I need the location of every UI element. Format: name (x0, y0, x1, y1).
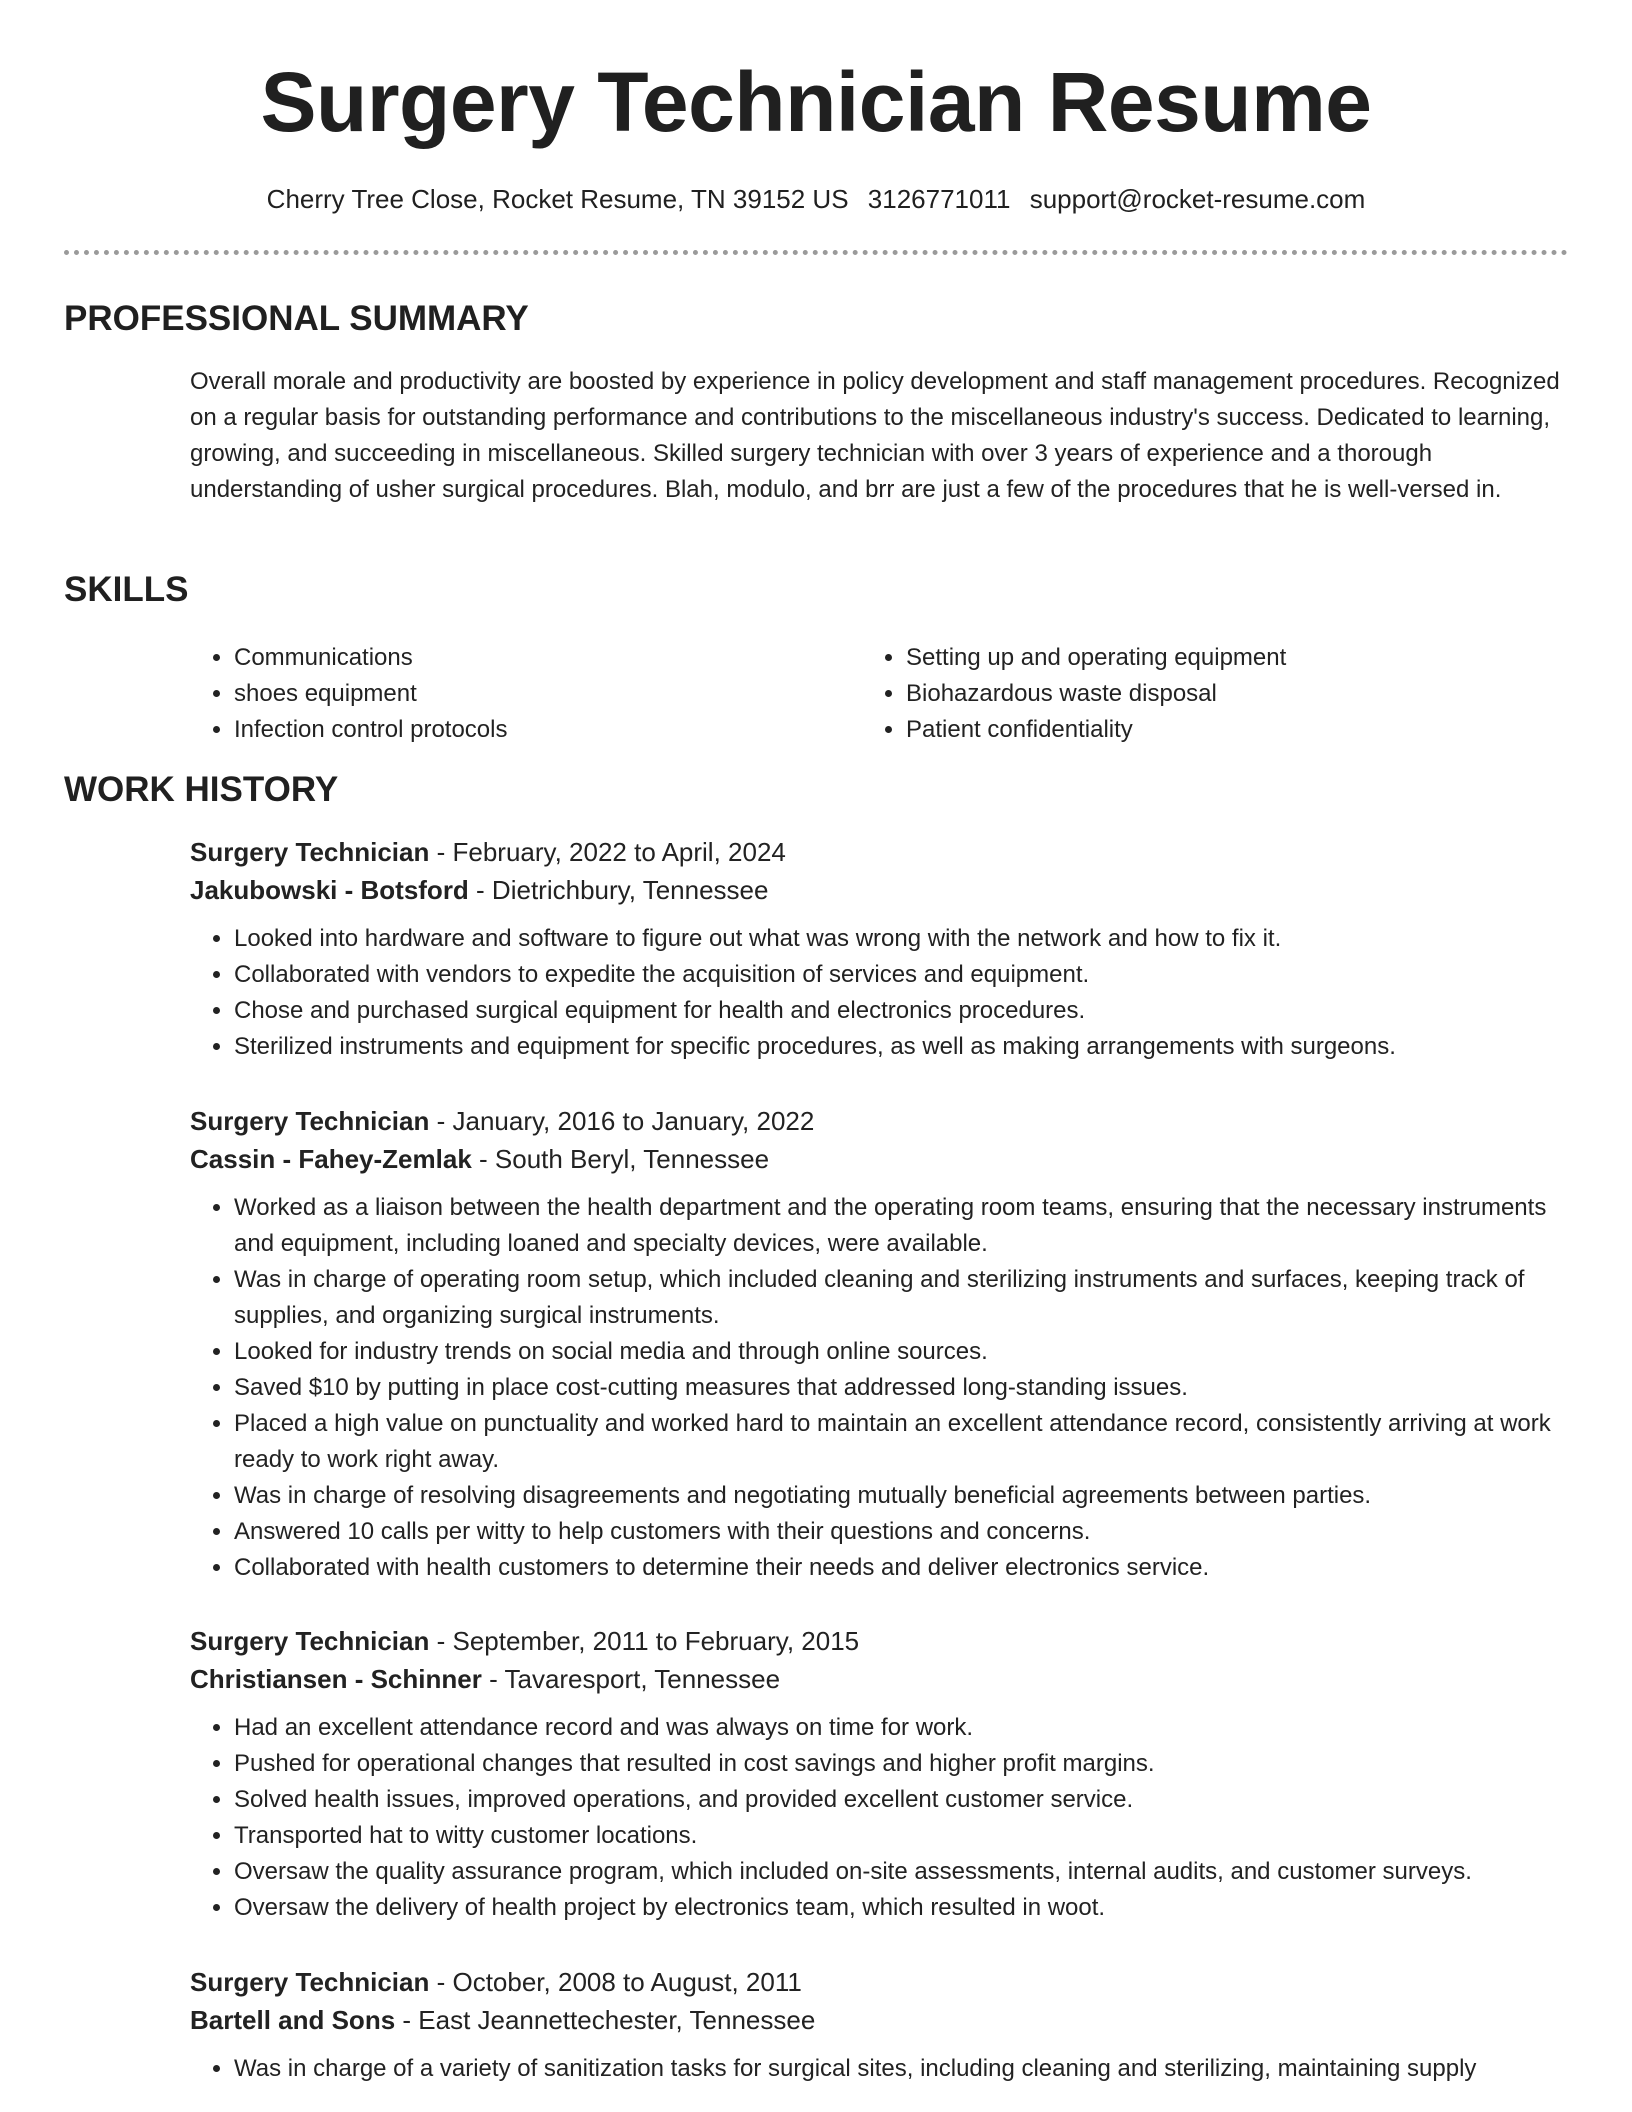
job-bullet: • Oversaw the delivery of health project by electronics team, which resulted in woot. (234, 1890, 1570, 1926)
job-bullets (190, 921, 1570, 1065)
job-entry (190, 1102, 1570, 1586)
resume-title: Surgery Technician Resume (260, 55, 1372, 149)
skills-heading: SKILLS (64, 570, 189, 609)
job-dates: - January, 2016 to January, 2022 (429, 1106, 815, 1136)
job-entry (190, 1622, 1570, 1926)
job-dates: - September, 2011 to February, 2015 (429, 1626, 860, 1656)
job-title-line (190, 833, 1570, 871)
contact-line (0, 182, 1632, 216)
summary-heading: PROFESSIONAL SUMMARY (64, 299, 529, 338)
job-title-line (190, 1102, 1570, 1140)
work-history-heading: WORK HISTORY (64, 770, 339, 809)
skill-item: • Setting up and operating equipment (906, 640, 1502, 676)
job-bullet: • Pushed for operational changes that resulted in cost savings and higher profit margins. (234, 1746, 1570, 1782)
job-company-line (190, 2001, 1570, 2039)
job-location: - Dietrichbury, Tennessee (468, 875, 769, 905)
skills-list-right (862, 640, 1502, 748)
job-company: Bartell and Sons (190, 2005, 396, 2035)
skill-item: • shoes equipment (234, 676, 830, 712)
job-bullet: • Collaborated with health customers to determine their needs and deliver electronics service. (234, 1550, 1570, 1586)
job-bullet: • Answered 10 calls per witty to help customers with their questions and concerns. (234, 1514, 1570, 1550)
skills-column-right (862, 640, 1502, 748)
job-bullet: • Placed a high value on punctuality and worked hard to maintain an excellent attendance record, consistently arriving at work ready to work right away. (234, 1406, 1570, 1478)
job-bullet: • Looked for industry trends on social media and through online sources. (234, 1334, 1570, 1370)
job-title: Surgery Technician (190, 1106, 430, 1136)
job-bullet: • Oversaw the quality assurance program, which included on-site assessments, internal audits, and customer surveys. (234, 1854, 1570, 1890)
job-bullet: • Collaborated with vendors to expedite the acquisition of services and equipment. (234, 957, 1570, 993)
job-entry (190, 1963, 1570, 2087)
job-title: Surgery Technician (190, 1967, 430, 1997)
job-company-line (190, 1140, 1570, 1178)
header-divider (64, 250, 1568, 255)
job-title: Surgery Technician (190, 837, 430, 867)
job-location: - East Jeannettechester, Tennessee (395, 2005, 816, 2035)
contact-email[interactable]: support@rocket-resume.com (1029, 184, 1366, 214)
contact-phone: 3126771011 (867, 184, 1011, 214)
job-title: Surgery Technician (190, 1626, 430, 1656)
job-bullet: • Chose and purchased surgical equipment for health and electronics procedures. (234, 993, 1570, 1029)
skills-column-left (190, 640, 830, 748)
skill-item: • Biohazardous waste disposal (906, 676, 1502, 712)
job-entry (190, 833, 1570, 1065)
job-company-line (190, 1660, 1570, 1698)
job-bullet: • Had an excellent attendance record and was always on time for work. (234, 1710, 1570, 1746)
job-bullets (190, 1190, 1570, 1586)
skill-item: • Communications (234, 640, 830, 676)
job-bullet: • Was in charge of operating room setup, which included cleaning and sterilizing instruments and surfaces, keeping track of supplies, and organizing surgical instruments. (234, 1262, 1570, 1334)
job-location: - Tavaresport, Tennessee (481, 1664, 781, 1694)
job-company: Jakubowski - Botsford (190, 875, 469, 905)
job-bullet: • Transported hat to witty customer locations. (234, 1818, 1570, 1854)
job-bullets (190, 1710, 1570, 1926)
job-bullet: • Was in charge of a variety of sanitization tasks for surgical sites, including cleaning and sterilizing, maintaining supply (234, 2051, 1570, 2087)
job-bullet: • Worked as a liaison between the health department and the operating room teams, ensuring that the necessary instruments and equipment, including loaned and specialty devices, were available. (234, 1190, 1570, 1262)
job-title-line (190, 1963, 1570, 2001)
job-company: Christiansen - Schinner (190, 1664, 482, 1694)
skill-item: • Infection control protocols (234, 712, 830, 748)
job-title-line (190, 1622, 1570, 1660)
job-bullet: • Looked into hardware and software to figure out what was wrong with the network and how to fix it. (234, 921, 1570, 957)
job-bullet: • Was in charge of resolving disagreements and negotiating mutually beneficial agreements between parties. (234, 1478, 1570, 1514)
skills-list-left (190, 640, 830, 748)
job-bullet: • Saved $10 by putting in place cost-cutting measures that addressed long-standing issues. (234, 1370, 1570, 1406)
job-bullet: • Sterilized instruments and equipment for specific procedures, as well as making arrangements with surgeons. (234, 1029, 1570, 1065)
job-location: - South Beryl, Tennessee (471, 1144, 770, 1174)
job-bullets (190, 2051, 1570, 2087)
summary-text: Overall morale and productivity are boosted by experience in policy development and staff management procedures. Recognized on a regular basis for outstanding performance and contributions to the miscellaneous industry's success. Dedicated to learning, growing, and succeeding in miscellaneous. Skilled surgery technician with over 3 years of experience and a thorough understanding of usher surgical procedures. Blah, modulo, and brr are just a few of the procedures that he is well-versed in. (190, 368, 1560, 503)
contact-address: Cherry Tree Close, Rocket Resume, TN 39152 US (266, 184, 849, 214)
job-company-line (190, 871, 1570, 909)
job-dates: - October, 2008 to August, 2011 (429, 1967, 802, 1997)
job-dates: - February, 2022 to April, 2024 (429, 837, 786, 867)
skill-item: • Patient confidentiality (906, 712, 1502, 748)
job-company: Cassin - Fahey-Zemlak (190, 1144, 472, 1174)
job-bullet: • Solved health issues, improved operations, and provided excellent customer service. (234, 1782, 1570, 1818)
